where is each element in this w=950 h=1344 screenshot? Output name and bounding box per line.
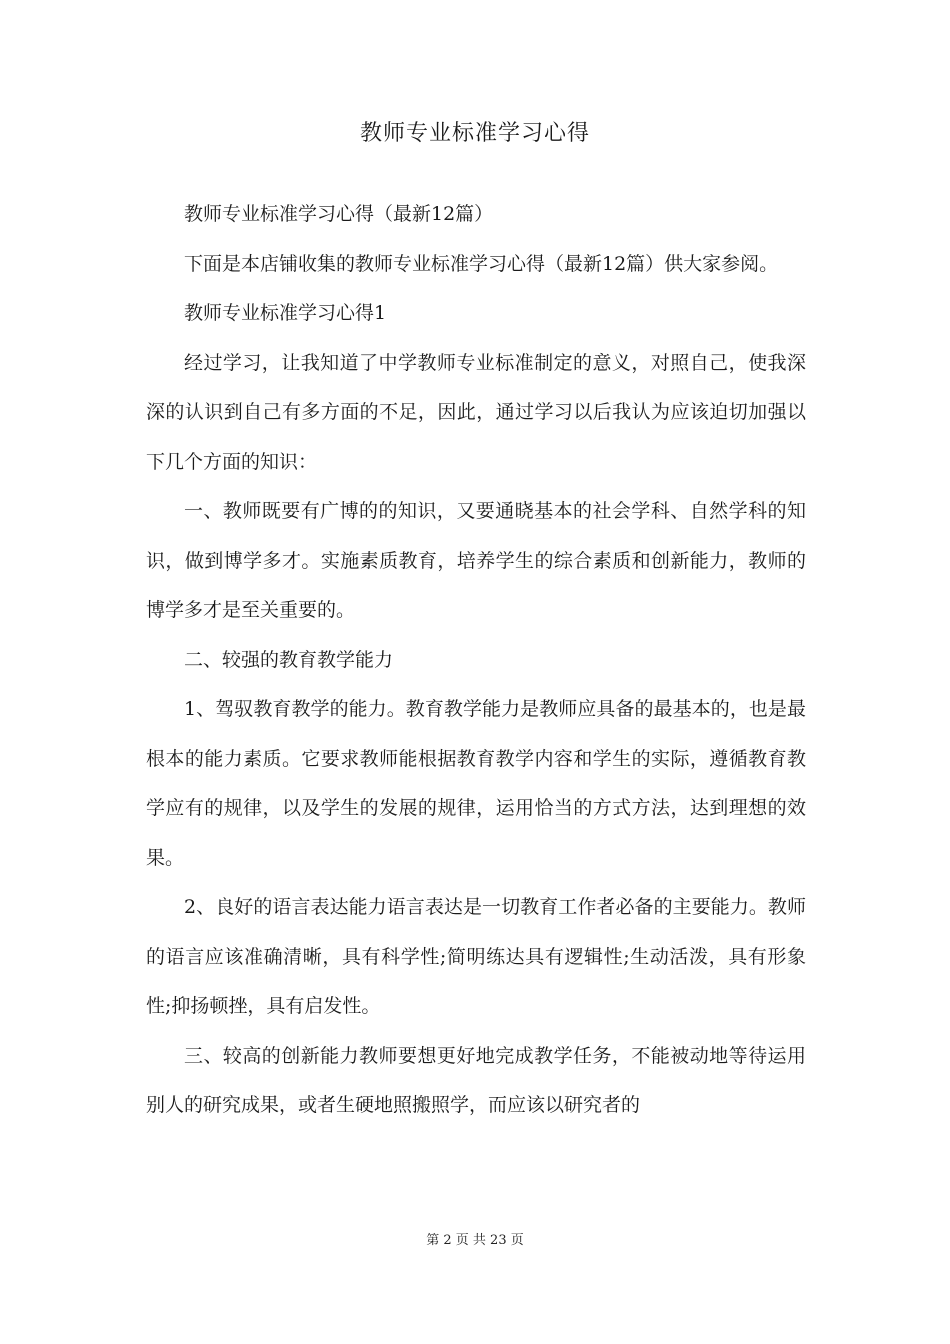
paragraph-intro: 下面是本店铺收集的教师专业标准学习心得（最新12篇）供大家参阅。 bbox=[184, 252, 779, 275]
paragraph-subheading: 二、较强的教育教学能力 bbox=[184, 648, 394, 671]
paragraph-section-heading: 教师专业标准学习心得1 bbox=[184, 302, 387, 324]
page-number-footer: 第 2 页 共 23 页 bbox=[426, 1233, 524, 1248]
paragraph: 一、教师既要有广博的的知识，又要通晓基本的社会学科、自然学科的知识，做到博学多才。实施素质教育，培养学生的综合素质和创新能力，教师的博学多才是至关重要的。 bbox=[146, 500, 806, 621]
paragraph-subtitle: 教师专业标准学习心得（最新12篇） bbox=[184, 203, 494, 225]
document-title: 教师专业标准学习心得 bbox=[359, 121, 590, 146]
paragraph: 三、较高的创新能力教师要想更好地完成教学任务，不能被动地等待运用别人的研究成果，或者生硬地照搬照学，而应该以研究者的 bbox=[146, 1044, 806, 1116]
paragraph: 1、驾驭教育教学的能力。教育教学能力是教师应具备的最基本的，也是最根本的能力素质。它要求教师能根据教育教学内容和学生的实际，遵循教育教学应有的规律，以及学生的发展的规律，运用恰当的方式方法，达到理想的效果。 bbox=[146, 698, 806, 869]
paragraph: 2、良好的语言表达能力语言表达是一切教育工作者必备的主要能力。教师的语言应该准确清晰，具有科学性;简明练达具有逻辑性;生动活泼，具有形象性;抑扬顿挫，具有启发性。 bbox=[146, 896, 806, 1017]
document-body bbox=[146, 190, 806, 1131]
paragraph: 经过学习，让我知道了中学教师专业标准制定的意义，对照自己，使我深深的认识到自己有多方面的不足，因此，通过学习以后我认为应该迫切加强以下几个方面的知识： bbox=[146, 351, 806, 473]
